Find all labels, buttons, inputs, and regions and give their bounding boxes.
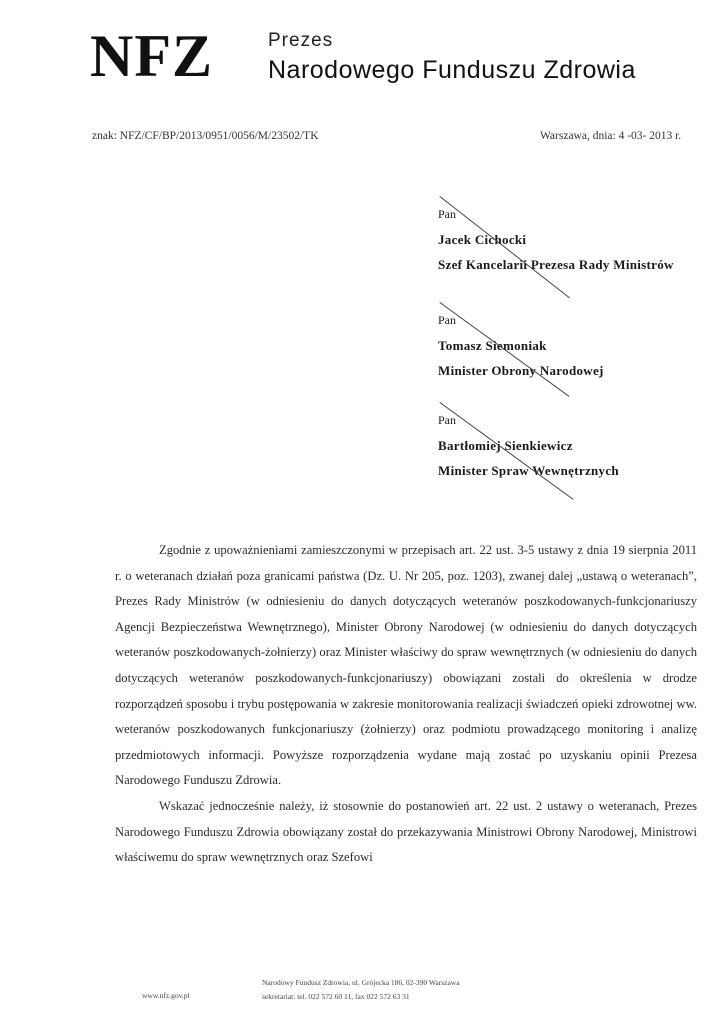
addressee-block-1 [438, 202, 674, 277]
footer-website: www.nfz.gov.pl [142, 991, 190, 1000]
addressee-salutation: Pan [438, 313, 456, 327]
reference-number: znak: NFZ/CF/BP/2013/0951/0056/M/23502/TK [92, 130, 319, 142]
addressee-title: Minister Obrony Narodowej [438, 363, 604, 378]
letter-body [115, 538, 697, 871]
sender-title: Prezes [268, 30, 334, 51]
addressee-name: Jacek Cichocki [438, 232, 527, 247]
addressee-block-3 [438, 408, 619, 483]
addressee-salutation: Pan [438, 207, 456, 221]
letter-date: Warszawa, dnia: 4 -03- 2013 r. [540, 130, 682, 142]
addressee-salutation: Pan [438, 413, 456, 427]
nfz-logo: NFZ [90, 23, 213, 89]
body-paragraph: Zgodnie z upoważnieniami zamieszczonymi w przepisach art. 22 ust. 3-5 ustawy z dnia 19 sierpnia 2011 r. o weteranach działań poza granicami państwa (Dz. U. Nr 205, poz. 1203), zwanej dalej „ustawą o weteranach”, Prezes Rady Ministrów (w odniesieniu do danych dotyczących weteranów poszkodowanych-funkcjonariuszy Agencji Bezpieczeństwa Wewnętrznego), Minister Obrony Narodowej (w odniesieniu do danych dotyczących weteranów poszkodowanych-żołnierzy) oraz Minister właściwy do spraw wewnętrznych (w odniesieniu do danych dotyczących weteranów poszkodowanych-funkcjonariuszy) obowiązani zostali do określenia w drodze rozporządzeń sposobu i trybu postępowania w zakresie monitorowania realizacji świadczeń opieki zdrowotnej ww. weteranów poszkodowanych funkcjonariuszy (żołnierzy) oraz podmiotu prowadzącego monitoring i analizę przedmiotowych informacji. Powyższe rozporządzenia wydane mają zostać po uzyskaniu opinii Prezesa Narodowego Funduszu Zdrowia. [115, 543, 697, 788]
addressee-name: Tomasz Siemoniak [438, 338, 547, 353]
addressee-title: Minister Spraw Wewnętrznych [438, 463, 619, 478]
addressee-name: Bartłomiej Sienkiewicz [438, 438, 573, 453]
footer-address-line: Narodowy Fundusz Zdrowia, ul. Grójecka 186, 02-390 Warszawa [262, 978, 460, 987]
body-paragraph: Wskazać jednocześnie należy, iż stosownie do postanowień art. 22 ust. 2 ustawy o weteranach, Prezes Narodowego Funduszu Zdrowia obowiązany został do przekazywania Ministrowi Obrony Narodowej, Ministrowi właściwemu do spraw wewnętrznych oraz Szefowi [115, 798, 697, 865]
sender-organization: Narodowego Funduszu Zdrowia [268, 56, 636, 84]
footer-address [262, 976, 460, 1004]
footer-contact-line: sekretariat: tel. 022 572 60 11, fax 022 572 63 31 [262, 992, 410, 1001]
addressee-title: Szef Kancelarii Prezesa Rady Ministrów [438, 257, 674, 272]
